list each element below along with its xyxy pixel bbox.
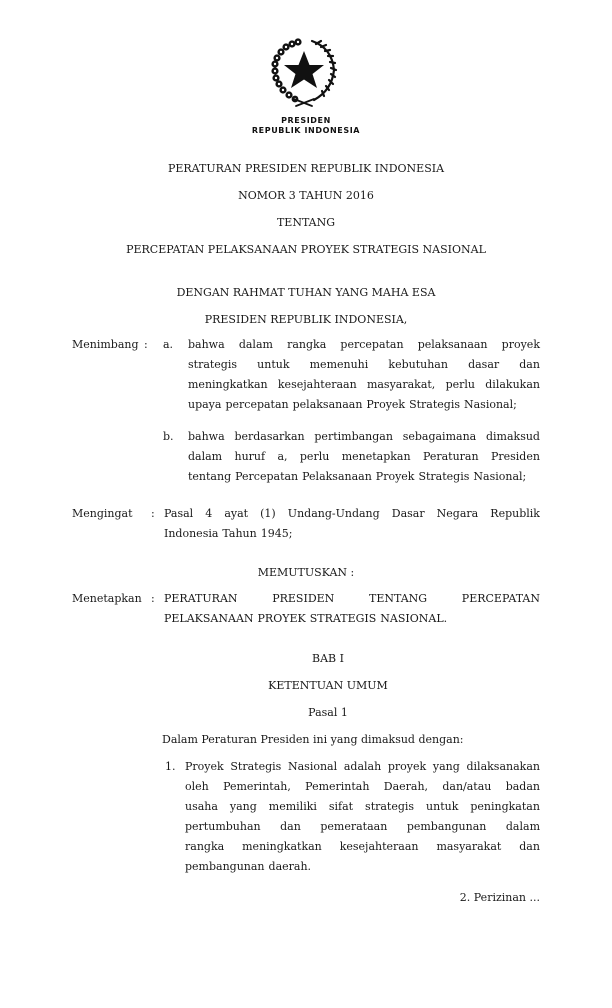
text-line: meningkatkan kesejahteraan masyarakat, perlu dilakukan [188,378,540,391]
menetapkan-label: Menetapkan [72,592,142,605]
emblem-caption-line1: PRESIDEN [281,116,331,125]
regulation-subject: PERCEPATAN PELAKSANAAN PROYEK STRATEGIS NASIONAL [126,243,486,256]
preamble-line2: PRESIDEN REPUBLIK INDONESIA, [204,313,408,326]
text-line: tentang Percepatan Pelaksanaan Proyek Strategis Nasional; [188,470,527,483]
mengingat-text [164,504,540,544]
text-line: oleh Pemerintah, Pemerintah Daerah, dan/atau badan [185,780,540,793]
text-line: Pasal 4 ayat (1) Undang-Undang Dasar Negara Republik [164,507,540,520]
menimbang-item-a-text [188,335,540,415]
definition-item-1-mark: 1. [165,760,176,773]
menimbang-item-a-mark: a. [163,338,174,351]
text-line: dalam huruf a, perlu menetapkan Peraturan Presiden [188,450,540,463]
text-line: bahwa berdasarkan pertimbangan sebagaimana dimaksud [188,430,540,443]
menetapkan-colon: : [151,592,155,605]
memutuskan-heading: MEMUTUSKAN : [257,566,355,579]
mengingat-label: Mengingat [72,507,133,520]
menetapkan-text [164,589,540,629]
menimbang-item-b-text [188,427,540,487]
text-line: Indonesia Tahun 1945; [164,527,293,540]
article-number: Pasal 1 [308,706,348,719]
text-line: usaha yang memiliki sifat strategis untuk peningkatan [185,800,540,813]
presidential-star-emblem-icon [266,32,342,108]
menimbang-colon: : [144,338,148,351]
text-line: rangka meningkatkan kesejahteraan masyarakat dan [185,840,540,853]
chapter-number: BAB I [312,652,344,665]
text-line: Proyek Strategis Nasional adalah proyek yang dilaksanakan [185,760,540,773]
page-continuation: 2. Perizinan ... [459,891,540,904]
preamble-line1: DENGAN RAHMAT TUHAN YANG MAHA ESA [176,286,436,299]
menimbang-item-b-mark: b. [163,430,174,443]
text-line: pertumbuhan dan pemerataan pembangunan dalam [185,820,540,833]
text-line: upaya percepatan pelaksanaan Proyek Strategis Nasional; [188,398,517,411]
text-line: pembangunan daerah. [185,860,312,873]
text-line: PERATURAN PRESIDEN TENTANG PERCEPATAN [164,592,540,605]
chapter-title: KETENTUAN UMUM [268,679,388,692]
regulation-number: NOMOR 3 TAHUN 2016 [238,189,374,202]
emblem-caption-line2: REPUBLIK INDONESIA [251,126,361,135]
menimbang-label: Menimbang [72,338,139,351]
article-intro: Dalam Peraturan Presiden ini yang dimaksud dengan: [162,733,464,746]
mengingat-colon: : [151,507,155,520]
definition-item-1-text [185,757,540,877]
regulation-about: TENTANG [276,216,336,229]
text-line: strategis untuk memenuhi kebutuhan dasar dan [188,358,540,371]
regulation-title: PERATURAN PRESIDEN REPUBLIK INDONESIA [167,162,445,175]
text-line: PELAKSANAAN PROYEK STRATEGIS NASIONAL. [164,612,448,625]
text-line: bahwa dalam rangka percepatan pelaksanaan proyek [188,338,540,351]
